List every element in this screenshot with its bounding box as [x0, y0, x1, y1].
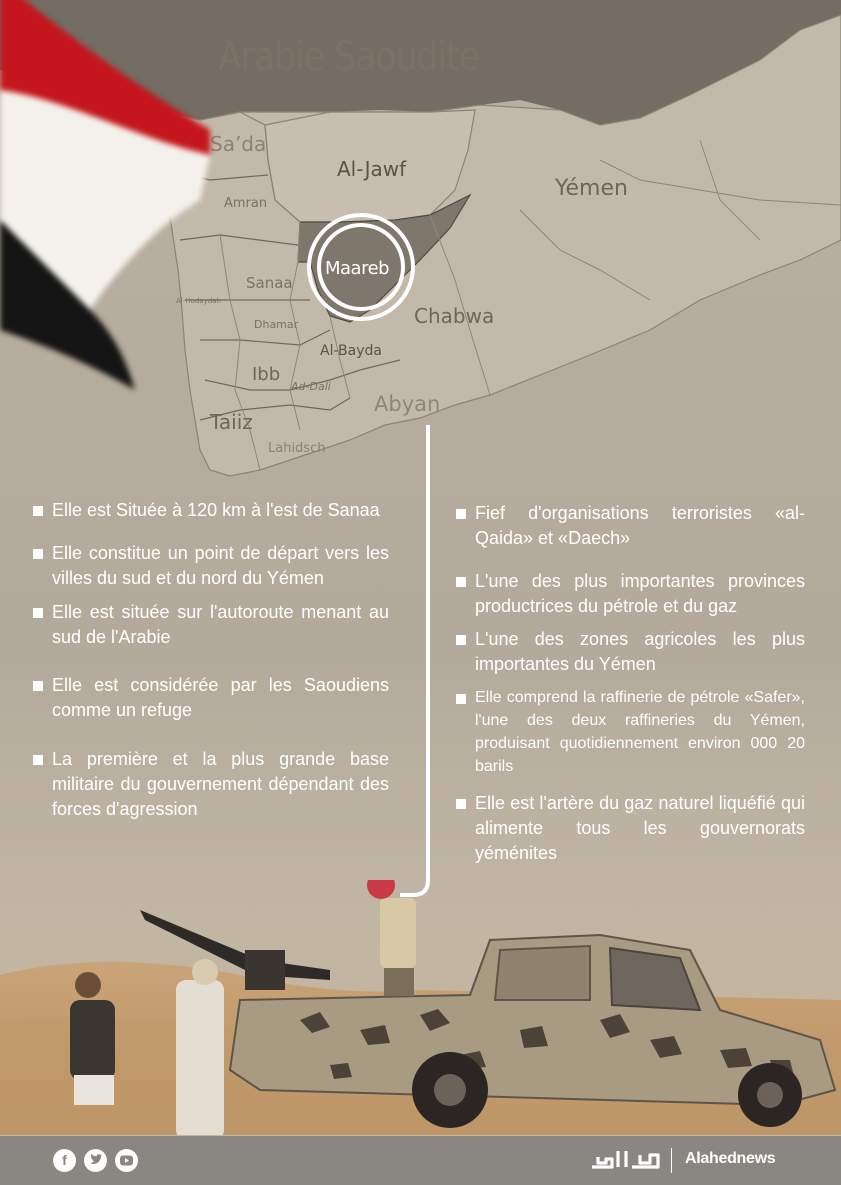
region-label-amran: Amran — [224, 196, 268, 211]
fact-item: Elle est considérée par les Saoudiens comme un refuge — [33, 673, 389, 723]
youtube-play-glyph — [115, 1149, 138, 1172]
square-bullet-icon — [33, 755, 43, 765]
alahed-arabic-logo — [590, 1147, 662, 1173]
fact-item: Elle est Située à 120 km à l'est de Sanaa — [33, 498, 389, 523]
square-bullet-icon — [456, 694, 466, 704]
region-label-abyan: Abyan — [374, 392, 441, 416]
facts-right-column — [456, 501, 805, 866]
square-bullet-icon — [33, 608, 43, 618]
yemen-flag-image — [0, 0, 230, 420]
country-label-yemen: Yémen — [555, 176, 628, 201]
fact-item: Elle est située sur l'autoroute menant au sud de l'Arabie — [33, 600, 389, 650]
region-label-hudaydah: Al-Hudaydah — [176, 297, 222, 305]
region-label-maareb: Maareb — [325, 258, 390, 279]
fact-item: L'une des plus importantes provinces productrices du pétrole et du gaz — [456, 569, 805, 619]
region-label-ibb: Ibb — [252, 364, 281, 385]
region-label-ad-dali: Ad-Dali — [291, 380, 331, 393]
square-bullet-icon — [456, 577, 466, 587]
logo-divider — [671, 1148, 672, 1173]
region-label-al-jawf: Al-Jawf — [337, 157, 407, 181]
fact-item: Fief d'organisations terroristes «al-Qaida» et «Daech» — [456, 501, 805, 551]
twitter-bird-glyph — [84, 1149, 107, 1172]
twitter-icon[interactable] — [84, 1149, 107, 1172]
region-label-taiiz: Taiiz — [210, 410, 253, 434]
region-label-sanaa: Sanaa — [246, 274, 293, 292]
facts-left-column — [33, 498, 389, 822]
desert-truck-photo — [0, 880, 841, 1135]
facebook-icon[interactable]: f — [53, 1149, 76, 1172]
youtube-icon[interactable] — [115, 1149, 138, 1172]
region-label-sada: Sa’da — [210, 132, 267, 156]
square-bullet-icon — [456, 799, 466, 809]
square-bullet-icon — [456, 509, 466, 519]
fact-item: Elle comprend la raffinerie de pétrole «Safer», l'une des deux raffineries du Yémen, produisant quotidiennement environ 000 20 barils — [456, 686, 805, 778]
square-bullet-icon — [33, 549, 43, 559]
square-bullet-icon — [33, 681, 43, 691]
square-bullet-icon — [456, 635, 466, 645]
fact-item: Elle constitue un point de départ vers les villes du sud et du nord du Yémen — [33, 541, 389, 591]
fact-item: Elle est l'artère du gaz naturel liquéfié qui alimente tous les gouvernorats yéménites — [456, 791, 805, 866]
fact-item: L'une des zones agricoles les plus importantes du Yémen — [456, 627, 805, 677]
region-label-al-bayda: Al-Bayda — [320, 343, 382, 359]
region-label-chabwa: Chabwa — [414, 304, 495, 328]
region-label-lahidsch: Lahidsch — [268, 441, 326, 456]
region-label-dhamar: Dhamar — [254, 318, 299, 331]
brand-name: Alahednews — [685, 1150, 776, 1167]
footer-bar — [0, 1136, 841, 1185]
country-label-saudi: Arabie Saoudite — [218, 34, 480, 80]
fact-item: La première et la plus grande base militaire du gouvernement dépendant des forces d'agression — [33, 747, 389, 822]
square-bullet-icon — [33, 506, 43, 516]
